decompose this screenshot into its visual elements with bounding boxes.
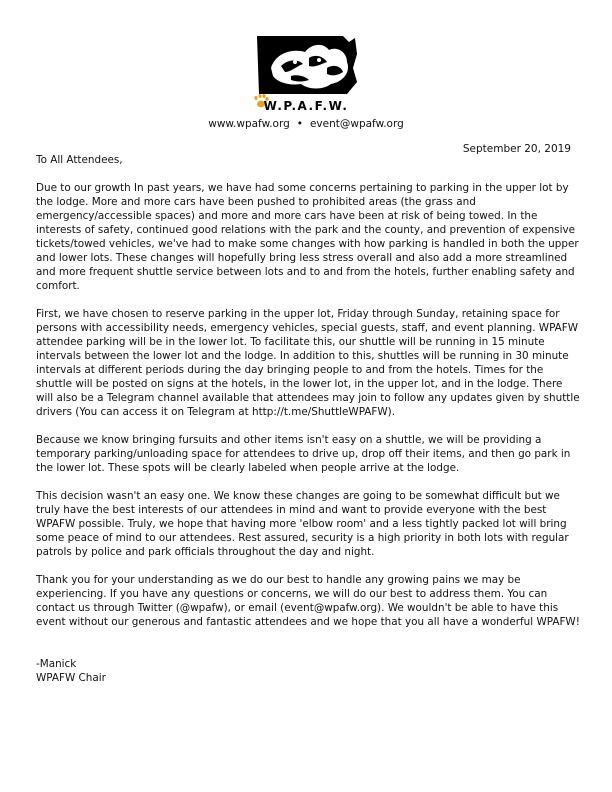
letter-date: September 20, 2019 [462, 143, 571, 155]
paragraph-shuttle-plan: First, we have chosen to reserve parking in the upper lot, Friday through Sunday, retaining space for persons with accessibility needs, emergency vehicles, special guests, staff, and event planning. WPAFW attendee parking will be in the lower lot. To facilitate this, our shuttle will be running in 15 minute intervals between the lower lot and the lodge. In addition to this, shuttles will be running in 30 minute intervals at different periods during the day bringing people to and from the hotels. Times for the shuttle will be posted on signs at the hotels, in the lower lot, in the upper lot, and in the lodge. There will also be a Telegram channel available that attendees may join to follow any updates given by shuttle drivers (You can access it on Telegram at http://t.me/ShuttleWPAFW). [36, 308, 580, 418]
paragraph-parking-concerns: Due to our growth In past years, we have had some concerns pertaining to parking in the upper lot by the lodge. More and more cars have been pushed to prohibited areas (the grass and emergency/accessible spaces) and more and more cars have been at risk of being towed. In the interests of safety, continued good relations with the park and the county, and prevention of expensive tickets/towed vehicles, we've had to make some changes with how parking is handled in both the upper and lower lots. These changes will hopefully bring less stress overall and also add a more streamlined and more frequent shuttle service between lots and to and from the hotels, further enabling safety and comfort. [36, 182, 579, 292]
signature-name: -Manick [36, 658, 77, 670]
paragraph-thank-you: Thank you for your understanding as we do our best to handle any growing pains we may be experiencing. If you have any questions or concerns, we will do our best to address them. You can contact us through Twitter (@wpafw), or email (event@wpafw.org). We wouldn't be able to have this event without our generous and fantastic attendees and we hope that you all have a wonderful WPAFW! [36, 574, 580, 628]
bullet-separator: • [296, 118, 303, 130]
email-link[interactable]: event@wpafw.org [309, 118, 404, 130]
org-name: W.P.A.F.W. [263, 99, 349, 113]
website-link[interactable]: www.wpafw.org [208, 118, 290, 130]
letter-body [36, 153, 580, 685]
signature-title: WPAFW Chair [36, 672, 106, 684]
contact-line [0, 118, 612, 130]
paragraph-decision: This decision wasn't an easy one. We know these changes are going to be somewhat difficult but we truly have the best interests of our attendees in mind and want to provide everyone with the best WPAFW possible. Truly, we hope that having more 'elbow room' and a less tightly packed lot will bring some peace of mind to our attendees. Rest assured, security is a high priority in both lots with regular patrols by police and park officials throughout the day and night. [36, 490, 569, 558]
salutation: To All Attendees, [36, 154, 123, 166]
paragraph-unloading-space: Because we know bringing fursuits and other items isn't easy on a shuttle, we will be providing a temporary parking/unloading space for attendees to drive up, drop off their items, and then go park in the lower lot. These spots will be clearly labeled when people arrive at the lodge. [36, 434, 571, 474]
signoff [36, 657, 580, 685]
